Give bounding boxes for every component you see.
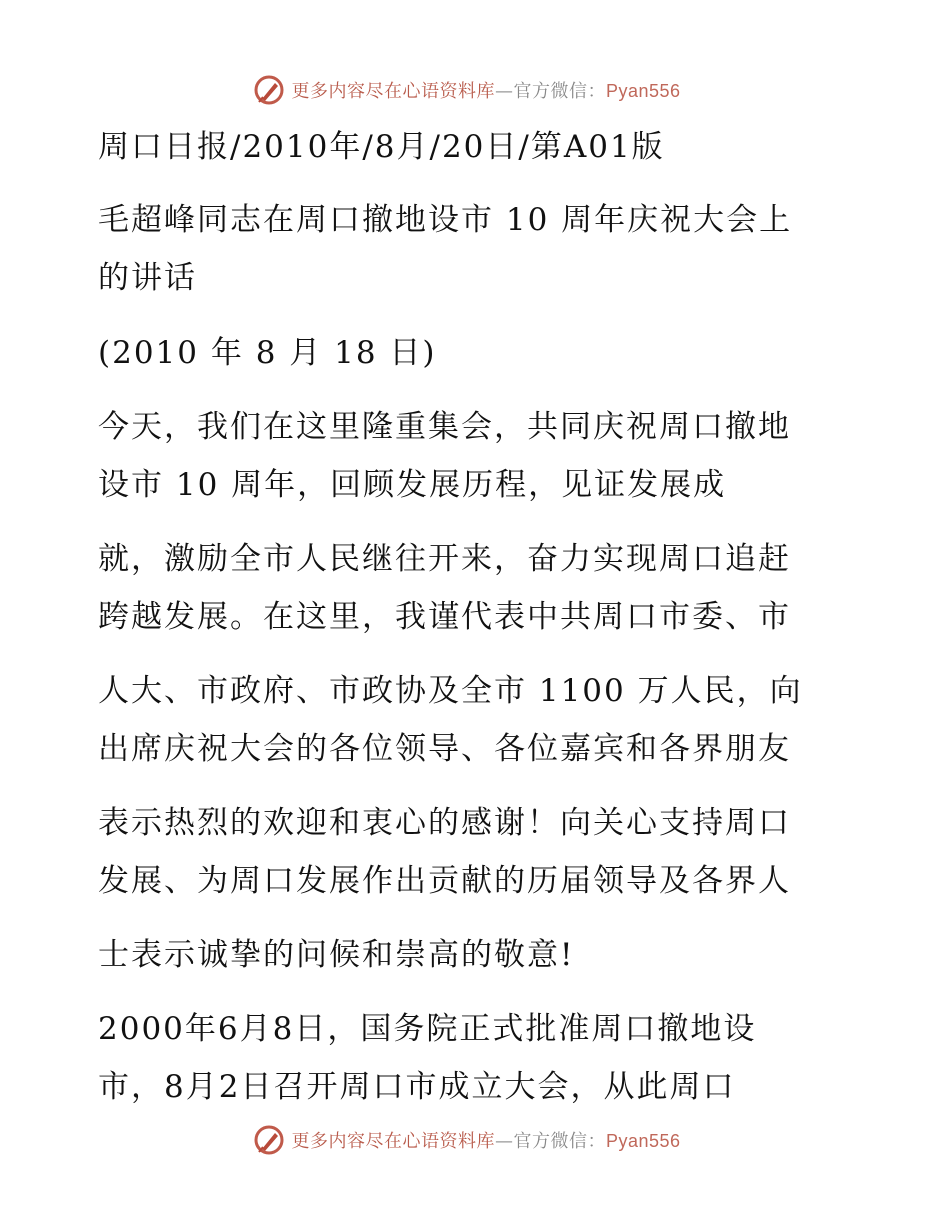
banner-main-text: 更多内容尽在心语资料库 bbox=[291, 1131, 495, 1152]
footer-banner bbox=[0, 1120, 950, 1160]
doc-line: 2000年6月8日，国务院正式批准周口撤地设 bbox=[98, 1011, 757, 1047]
doc-line: 表示热烈的欢迎和衷心的感谢！向关心支持周口 bbox=[98, 805, 791, 841]
doc-line: 跨越发展。在这里，我谨代表中共周口市委、市 bbox=[98, 599, 791, 635]
quill-pen-circle-icon bbox=[253, 1124, 285, 1156]
banner-text bbox=[291, 77, 680, 103]
doc-line-source: 周口日报/2010年/8月/20日/第A01版 bbox=[98, 129, 665, 165]
doc-line: 设市 10 周年，回顾发展历程，见证发展成 bbox=[98, 467, 727, 503]
doc-line: 发展、为周口发展作出贡献的历届领导及各界人 bbox=[98, 863, 791, 899]
doc-line: 今天，我们在这里隆重集会，共同庆祝周口撤地 bbox=[98, 409, 791, 445]
header-banner bbox=[0, 70, 950, 110]
doc-line: 出席庆祝大会的各位领导、各位嘉宾和各界朋友 bbox=[98, 731, 791, 767]
banner-wechat-id: Pyan556 bbox=[605, 1131, 681, 1151]
banner-main-text: 更多内容尽在心语资料库 bbox=[291, 81, 495, 102]
doc-line-title-2: 的讲话 bbox=[98, 260, 197, 296]
banner-dash: — bbox=[494, 81, 514, 102]
banner-label: 官方微信： bbox=[513, 1131, 606, 1152]
doc-line: 士表示诚挚的问候和崇高的敬意! bbox=[98, 937, 575, 973]
doc-line: 市，8月2日召开周口市成立大会，从此周口 bbox=[98, 1069, 736, 1105]
doc-line-date: (2010 年 8 月 18 日) bbox=[98, 335, 437, 371]
quill-pen-circle-icon bbox=[253, 74, 285, 106]
doc-line: 就，激励全市人民继往开来，奋力实现周口追赶 bbox=[98, 541, 791, 577]
banner-dash: — bbox=[494, 1131, 514, 1152]
doc-line: 人大、市政府、市政协及全市 1100 万人民，向 bbox=[98, 673, 803, 709]
banner-wechat-id: Pyan556 bbox=[605, 81, 681, 101]
banner-label: 官方微信： bbox=[513, 81, 606, 102]
doc-line-title-1: 毛超峰同志在周口撤地设市 10 周年庆祝大会上 bbox=[98, 202, 793, 238]
banner-text bbox=[291, 1127, 680, 1153]
